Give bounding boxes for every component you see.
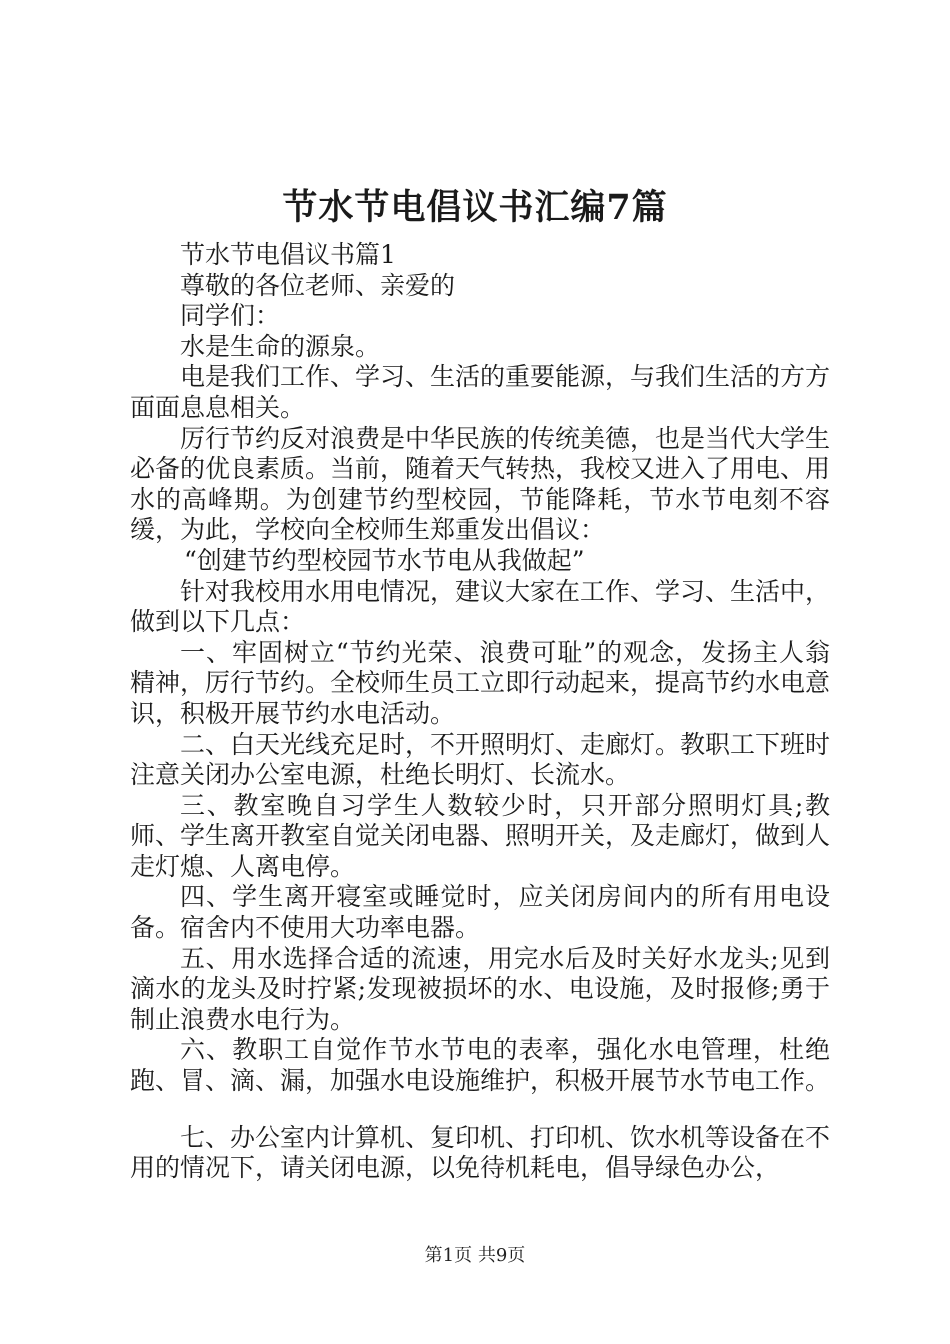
proposal-item: 三、教室晚自习学生人数较少时，只开部分照明灯具;教师、学生离开教室自觉关闭电器、照明开关，及走廊灯，做到人走灯熄、人离电停。 bbox=[130, 790, 831, 881]
page-footer: 第1页 共9页 bbox=[424, 1245, 526, 1266]
proposal-item: 六、教职工自觉作节水节电的表率，强化水电管理，杜绝跑、冒、滴、漏，加强水电设施维护，积极开展节水节电工作。 bbox=[130, 1035, 831, 1096]
slogan-paragraph: “创建节约型校园节水节电从我做起” bbox=[184, 545, 585, 575]
proposal-item: 二、白天光线充足时，不开照明灯、走廊灯。教职工下班时注意关闭办公室电源，杜绝长明灯、长流水。 bbox=[130, 729, 831, 790]
document-title: 节水节电倡议书汇编7篇 bbox=[282, 187, 668, 228]
section-heading: 节水节电倡议书篇1 bbox=[180, 240, 396, 269]
document-body bbox=[130, 240, 830, 1184]
paragraph: 电是我们工作、学习、生活的重要能源，与我们生活的方方面面息息相关。 bbox=[130, 362, 831, 422]
proposal-item: 一、牢固树立“节约光荣、浪费可耻”的观念，发扬主人翁精神，厉行节约。全校师生员工立即行动起来，提高节约水电意识，积极开展节约水电活动。 bbox=[130, 637, 831, 728]
paragraph: 水是生命的源泉。 bbox=[180, 331, 381, 361]
paragraph: 针对我校用水用电情况，建议大家在工作、学习、生活中，做到以下几点： bbox=[130, 576, 831, 637]
salutation-line-1: 尊敬的各位老师、亲爱的 bbox=[180, 270, 456, 300]
proposal-item: 五、用水选择合适的流速，用完水后及时关好水龙头;见到滴水的龙头及时拧紧;发现被损坏的水、电设施，及时报修;勇于制止浪费水电行为。 bbox=[130, 943, 830, 1034]
proposal-item: 四、学生离开寝室或睡觉时，应关闭房间内的所有用电设备。宿舍内不使用大功率电器。 bbox=[130, 882, 830, 943]
salutation-line-2: 同学们： bbox=[180, 301, 281, 331]
proposal-item: 七、办公室内计算机、复印机、打印机、饮水机等设备在不用的情况下，请关闭电源，以免待机耗电，倡导绿色办公， bbox=[130, 1122, 831, 1183]
paragraph: 厉行节约反对浪费是中华民族的传统美德，也是当代大学生必备的优良素质。当前，随着天气转热，我校又进入了用电、用水的高峰期。为创建节约型校园，节能降耗，节水节电刻不容缓，为此，学校向全校师生郑重发出倡议： bbox=[130, 423, 831, 545]
